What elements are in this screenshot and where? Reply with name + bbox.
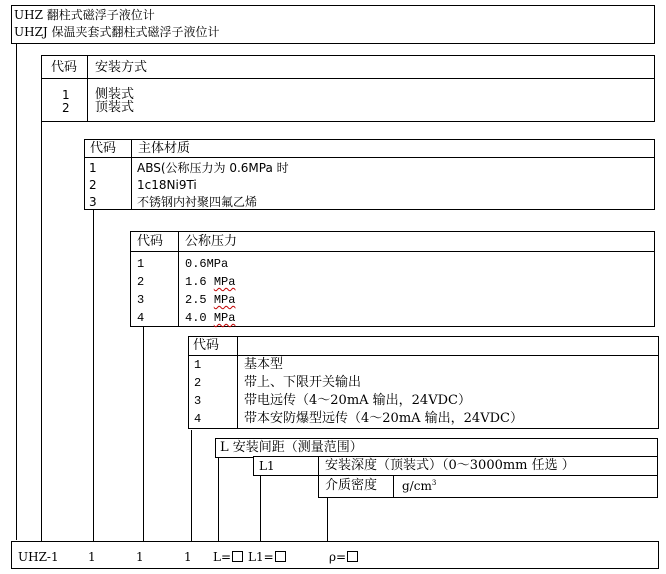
- model-install-value: 1: [88, 550, 96, 564]
- output-code-4-marker: 4: [194, 412, 202, 426]
- output-code-2: 2: [194, 376, 202, 390]
- install-code-2: 2: [62, 101, 70, 115]
- leader-output: [191, 430, 192, 551]
- leader-install: [41, 121, 42, 551]
- rho-input-box[interactable]: [347, 551, 358, 562]
- leader-prefix: [16, 44, 17, 540]
- material-label-2: 1c18Ni9Ti: [137, 178, 197, 192]
- pressure-number-3: 2.5: [185, 293, 207, 307]
- output-label-3: 带本安防爆型远传（4～20mA 输出，24VDC）: [244, 411, 523, 426]
- install-code-header: 代码: [51, 60, 78, 75]
- output-header-divider: [188, 355, 659, 356]
- material-label-1: ABS(公称压力为 0.6MPa 时: [137, 161, 289, 175]
- pressure-number-1: 0.6: [185, 257, 207, 271]
- material-column-divider: [131, 139, 132, 210]
- pressure-code-1: 1: [137, 257, 145, 271]
- pressure-number-4: 4.0: [185, 311, 207, 325]
- model-rho-label: ρ=: [329, 550, 347, 564]
- pressure-name-header: 公称压力: [185, 234, 238, 249]
- model-l1-label: L1=: [248, 550, 274, 564]
- model-pressure-value: 1: [184, 550, 192, 564]
- spacing-title: L 安装间距（测量范围）: [220, 440, 363, 455]
- output-label-0: 基本型: [244, 357, 284, 372]
- header-line-1: UHZ 翻柱式磁浮子液位计: [14, 8, 155, 22]
- output-label-1: 带上、下限开关输出: [244, 375, 362, 390]
- density-column-divider: [393, 475, 394, 498]
- header-line-2: UHZJ 保温夹套式翻柱式磁浮子液位计: [14, 25, 220, 39]
- material-code-3: 3: [89, 195, 97, 209]
- model-material-value: 1: [136, 550, 144, 564]
- pressure-unit-2: MPa: [213, 275, 236, 289]
- output-code-3: 3: [194, 394, 202, 408]
- install-label-1: 侧装式: [95, 87, 135, 102]
- pressure-value-1: [185, 258, 228, 270]
- pressure-column-divider: [178, 231, 179, 327]
- material-name-header: 主体材质: [138, 141, 191, 156]
- material-header-divider: [84, 157, 655, 158]
- model-rho-field: [329, 551, 358, 563]
- l1-input-box[interactable]: [275, 551, 286, 562]
- pressure-code-header: 代码: [137, 234, 164, 249]
- pressure-number-2: 1.6: [185, 275, 207, 289]
- install-column-divider: [87, 55, 88, 122]
- pressure-code-4: 4: [137, 311, 145, 325]
- density-label: 介质密度: [325, 478, 378, 493]
- pressure-unit-1: MPa: [206, 257, 229, 271]
- material-code-1: 1: [89, 161, 97, 175]
- install-depth-label: 安装深度（顶装式）（0～3000mm 任选 ）: [325, 458, 575, 473]
- leader-material: [93, 210, 94, 551]
- density-unit-sup: 3: [431, 479, 437, 487]
- pressure-header-divider: [130, 251, 655, 252]
- density-unit-text: g/cm: [402, 479, 432, 493]
- install-header-divider: [41, 78, 655, 79]
- material-label-3: 不锈钢内衬聚四氟乙烯: [137, 195, 258, 209]
- install-code-1: 1: [62, 88, 70, 102]
- model-l1-field: [248, 551, 286, 563]
- install-label-2: 顶装式: [95, 100, 135, 115]
- output-code-header: 代码: [193, 338, 220, 353]
- pressure-unit-3: MPa: [213, 293, 236, 307]
- material-code-2: 2: [89, 178, 97, 192]
- model-l-label: L=: [213, 550, 232, 564]
- density-unit: [402, 480, 436, 492]
- pressure-code-2: 2: [137, 275, 145, 289]
- l-input-box[interactable]: [232, 551, 243, 562]
- output-code-1: 1: [194, 358, 202, 372]
- leader-pressure: [143, 326, 144, 551]
- material-code-header: 代码: [90, 141, 117, 156]
- pressure-value-4: [185, 312, 235, 324]
- pressure-value-2: [185, 276, 235, 288]
- pressure-value-3: [185, 294, 235, 306]
- output-label-2: 带电远传（4～20mA 输出，24VDC）: [244, 393, 471, 408]
- leader-l1: [260, 474, 261, 551]
- pressure-code-3: 3: [137, 293, 145, 307]
- l1-code: L1: [259, 459, 275, 473]
- output-column-divider: [237, 336, 238, 429]
- pressure-unit-4: MPa: [213, 311, 236, 325]
- install-name-header: 安装方式: [95, 60, 148, 75]
- leader-l: [218, 458, 219, 551]
- model-prefix: UHZ-1: [18, 550, 59, 564]
- model-l-field: [213, 551, 243, 563]
